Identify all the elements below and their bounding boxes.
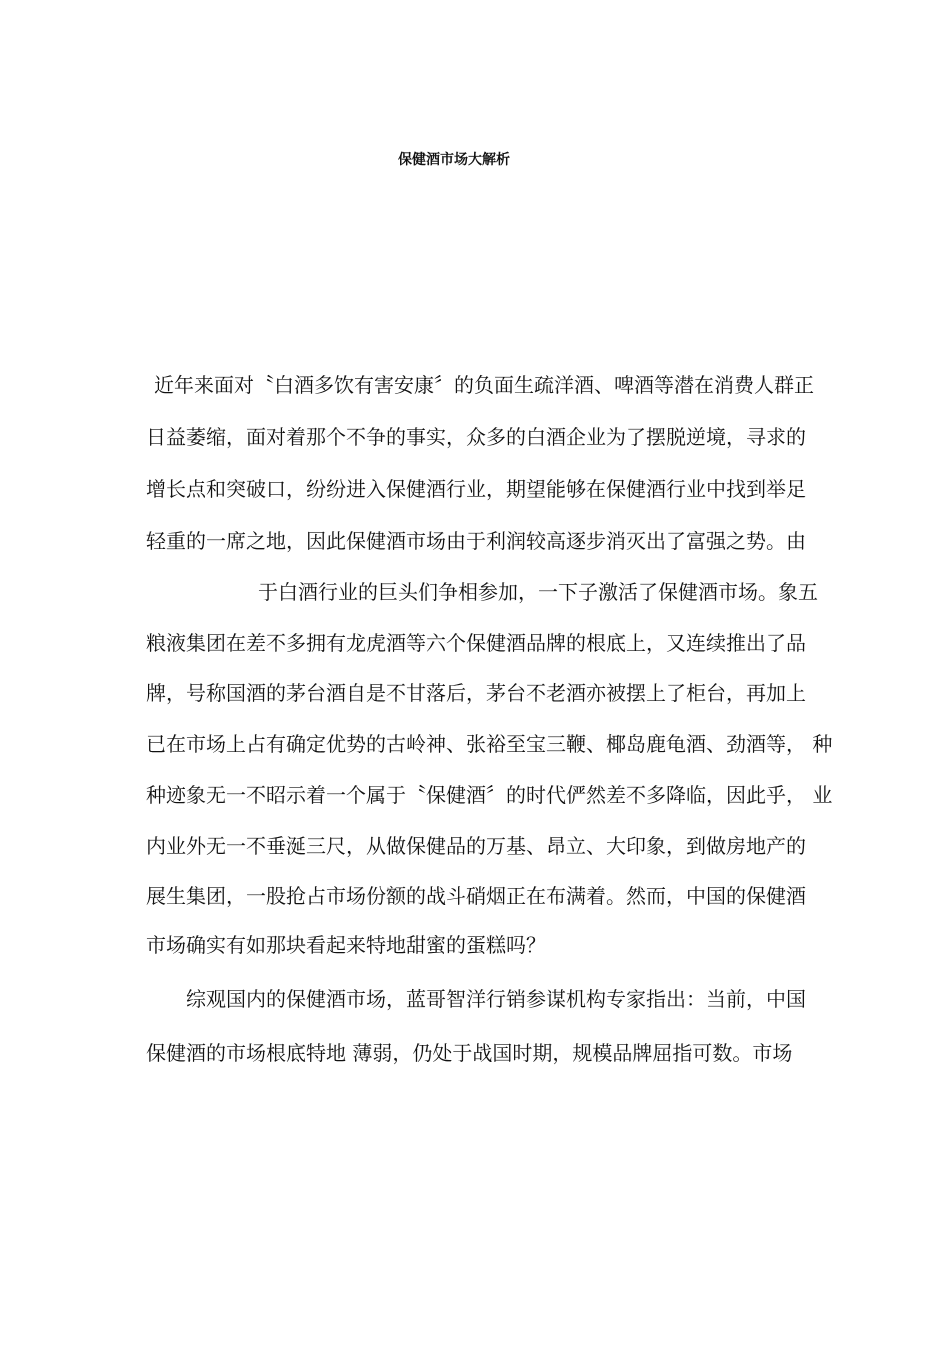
paragraph-line: 牌，号称国酒的茅台酒自是不甘落后，茅台不老酒亦被摆上了柜台，再加上 [146,681,806,705]
paragraph-line: 市场确实有如那块看起来特地甜蜜的蛋糕吗？ [146,933,546,957]
paragraph-line: 已在市场上占有确定优势的古岭神、张裕至宝三鞭、椰岛鹿龟酒、劲酒等， 种 [146,732,833,756]
paragraph-line: 种迹象无一不昭示着一个属于〝保健酒〞的时代俨然差不多降临，因此乎， 业 [146,783,833,807]
paragraph-line: 保健酒的市场根底特地 薄弱，仍处于战国时期，规模品牌屈指可数。市场 [146,1041,793,1065]
paragraph-line: 于白酒行业的巨头们争相参加，一下子激活了保健酒市场。象五 [258,580,818,604]
paragraph-line: 增长点和突破口，纷纷进入保健酒行业，期望能够在保健酒行业中找到举足 [146,477,806,501]
document-title: 保健酒市场大解析 [398,152,510,168]
paragraph-line: 展生集团，一股抢占市场份额的战斗硝烟正在布满着。然而，中国的保健酒 [146,884,806,908]
paragraph-line: 粮液集团在差不多拥有龙虎酒等六个保健酒品牌的根底上，又连续推出了品 [146,631,806,655]
paragraph-line: 综观国内的保健酒市场，蓝哥智洋行销参谋机构专家指出：当前，中国 [186,987,806,1011]
paragraph-line: 日益萎缩，面对着那个不争的事实，众多的白酒企业为了摆脱逆境，寻求的 [146,425,806,449]
paragraph-line: 内业外无一不垂涎三尺，从做保健品的万基、昂立、大印象，到做房地产的 [146,834,806,858]
paragraph-line: 轻重的一席之地，因此保健酒市场由于利润较高逐步消灭出了富强之势。由 [146,529,806,553]
paragraph-line: 近年来面对〝白酒多饮有害安康〞的负面生疏洋酒、啤酒等潜在消费人群正 [154,373,814,397]
